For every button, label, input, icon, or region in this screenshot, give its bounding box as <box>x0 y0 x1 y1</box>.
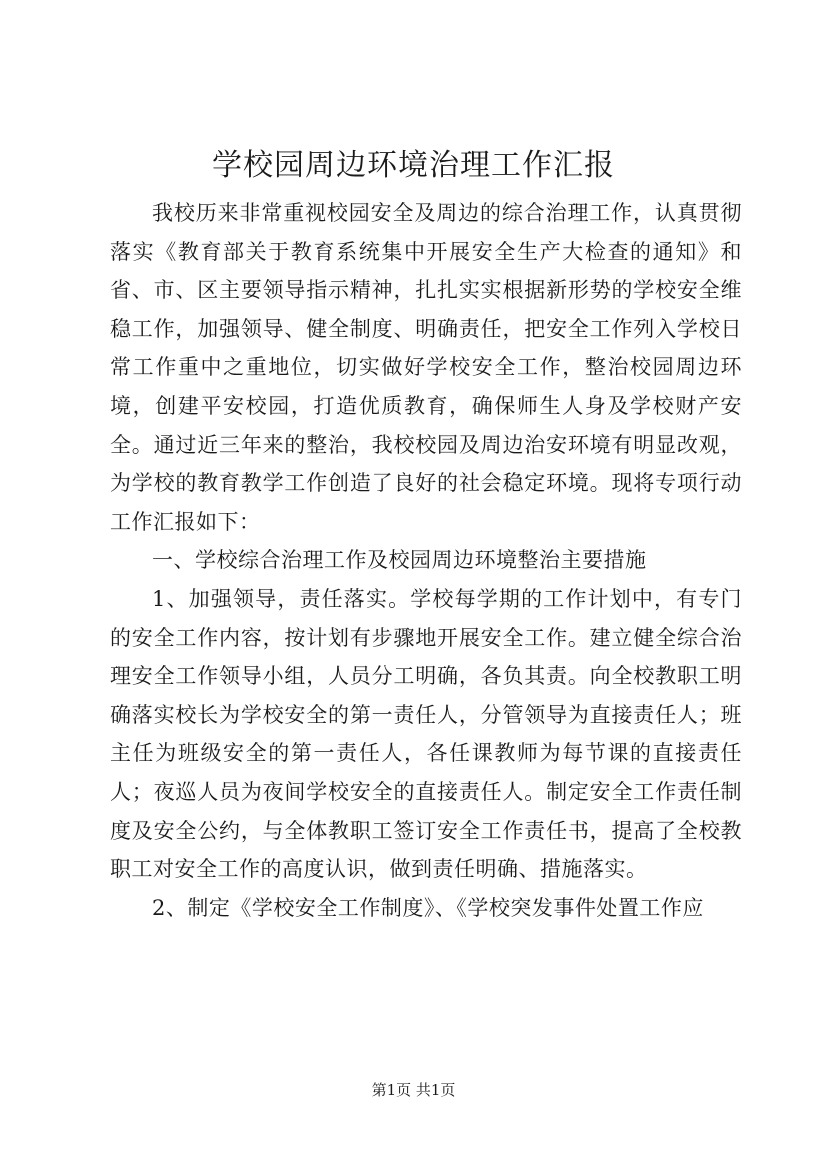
document-title: 学校园周边环境治理工作汇报 <box>212 148 615 183</box>
paragraph-section-heading: 一、学校综合治理工作及校园周边环境整治主要措施 <box>152 548 647 573</box>
paragraph-item-1: 1、加强领导，责任落实。学校每学期的工作计划中，有专门的安全工作内容，按计划有步骤地开展安全工作。建立健全综合治理安全工作领导小组，人员分工明确，各负其责。向全校教职工明确落实校长为学校安全的第一责任人，分管领导为直接责任人；班主任为班级安全的第一责任人，各任课教师为每节课的直接责任人；夜巡人员为夜间学校安全的直接责任人。制定安全工作责任制度及安全公约，与全体教职工签订安全工作责任书，提高了全校教职工对安全工作的高度认识，做到责任明确、措施落实。 <box>110 586 742 882</box>
document-body <box>110 194 742 927</box>
paragraph-item-2: 2、制定《学校安全工作制度》、《学校突发事件处置工作应 <box>152 895 704 920</box>
page-footer: 第1页 共1页 <box>371 1081 456 1099</box>
paragraph-intro: 我校历来非常重视校园安全及周边的综合治理工作，认真贯彻落实《教育部关于教育系统集中开展安全生产大检查的通知》和省、市、区主要领导指示精神，扎扎实实根据新形势的学校安全维稳工作，加强领导、健全制度、明确责任，把安全工作列入学校日常工作重中之重地位，切实做好学校安全工作，整治校园周边环境，创建平安校园，打造优质教育，确保师生人身及学校财产安全。通过近三年来的整治，我校校园及周边治安环境有明显改观，为学校的教育教学工作创造了良好的社会稳定环境。现将专项行动工作汇报如下： <box>110 201 742 534</box>
